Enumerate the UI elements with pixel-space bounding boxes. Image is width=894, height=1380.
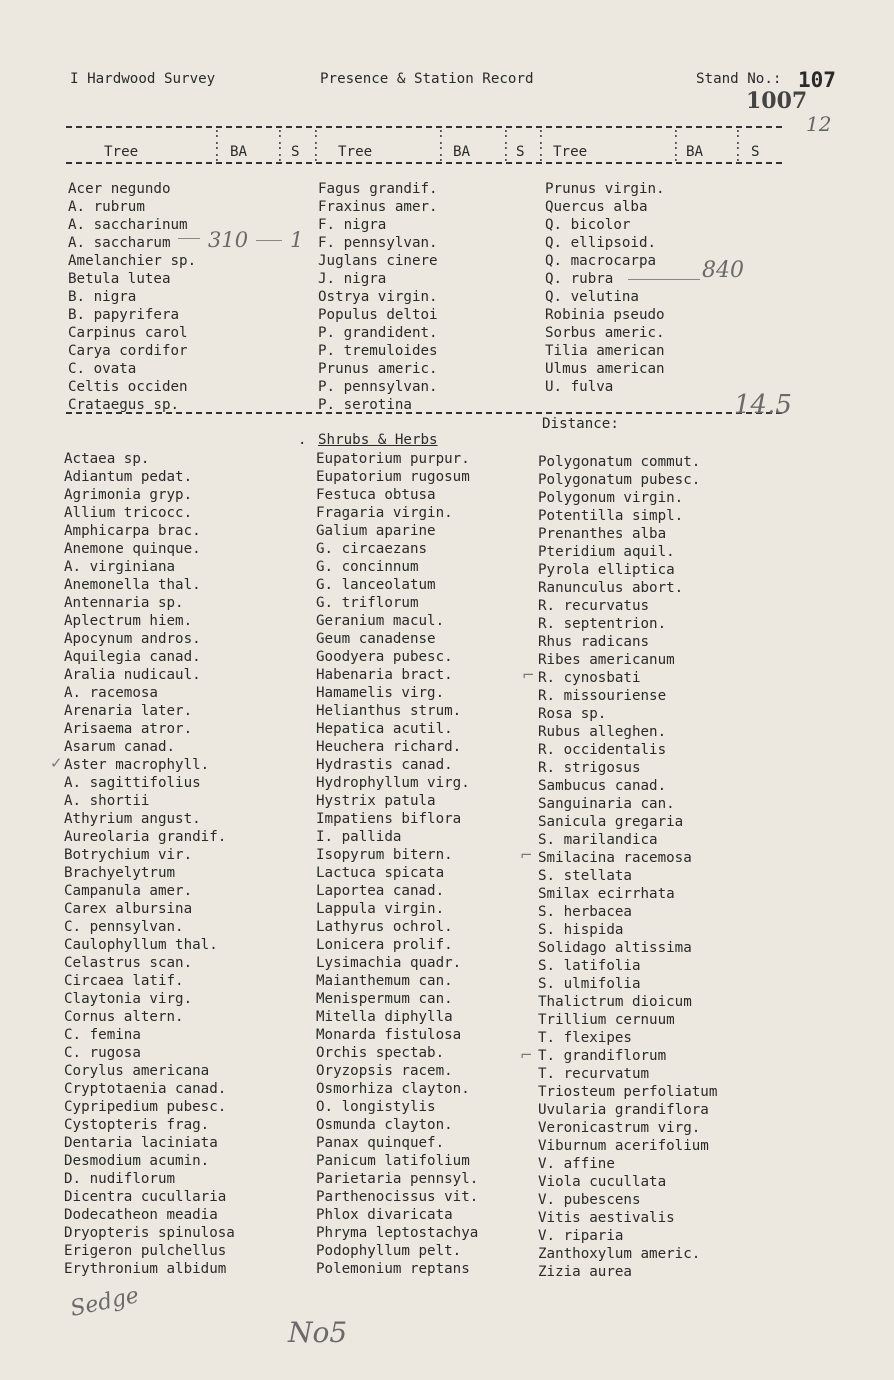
shrub-species-item: Potentilla simpl. (538, 508, 684, 524)
tree-species-item: A. saccharinum (68, 217, 188, 233)
tree-species-item: P. tremuloides (318, 343, 438, 359)
shrub-species-item: T. recurvatum (538, 1066, 650, 1082)
shrub-species-item: Lonicera prolif. (316, 937, 453, 953)
shrub-species-item: G. circaezans (316, 541, 428, 557)
shrub-species-item: S. marilandica (538, 832, 658, 848)
shrub-species-item: Helianthus strum. (316, 703, 462, 719)
tree-species-item: Ostrya virgin. (318, 289, 438, 305)
column-separator: : : : (537, 126, 545, 165)
shrub-species-item: C. pennsylvan. (64, 919, 184, 935)
shrub-species-item: Aquilegia canad. (64, 649, 201, 665)
shrub-species-item: Hystrix patula (316, 793, 436, 809)
shrub-species-item: A. shortii (64, 793, 150, 809)
shrub-species-item: Polygonatum commut. (538, 454, 701, 470)
shrub-species-item: Aster macrophyll. (64, 757, 210, 773)
shrub-species-item: Rosa sp. (538, 706, 607, 722)
handwritten-dash (178, 238, 200, 239)
shrub-species-item: Dryopteris spinulosa (64, 1225, 235, 1241)
stand-number-handwritten: 1007 (746, 88, 808, 114)
shrub-species-item: A. racemosa (64, 685, 158, 701)
shrub-species-item: Erigeron pulchellus (64, 1243, 227, 1259)
saccharum-s-handwritten: 1 (290, 228, 304, 252)
shrub-species-item: Laportea canad. (316, 883, 445, 899)
tree-species-item: Sorbus americ. (545, 325, 665, 341)
shrub-species-item: Caulophyllum thal. (64, 937, 218, 953)
shrub-species-item: Apocynum andros. (64, 631, 201, 647)
shrub-species-item: Hydrastis canad. (316, 757, 453, 773)
shrub-species-item: Botrychium vir. (64, 847, 193, 863)
handwritten-dash (628, 279, 700, 280)
shrub-species-item: R. missouriense (538, 688, 667, 704)
tree-species-item: A. saccharum (68, 235, 171, 251)
shrub-species-item: Hamamelis virg. (316, 685, 445, 701)
tree-species-item: P. grandident. (318, 325, 438, 341)
shrub-species-item: Actaea sp. (64, 451, 150, 467)
column-separator: : : : (734, 126, 742, 165)
shrub-species-item: Monarda fistulosa (316, 1027, 462, 1043)
tree-species-item: Ulmus american (545, 361, 665, 377)
shrub-species-item: Allium tricocc. (64, 505, 193, 521)
shrub-species-item: A. virginiana (64, 559, 176, 575)
shrub-species-item: Panax quinquef. (316, 1135, 445, 1151)
shrub-species-item: Pteridium aquil. (538, 544, 675, 560)
column-separator: : : : (213, 126, 221, 165)
column-separator: : : : (502, 126, 510, 165)
shrub-species-item: Brachyelytrum (64, 865, 176, 881)
shrub-species-item: Eupatorium rugosum (316, 469, 470, 485)
tree-species-item: Q. rubra (545, 271, 614, 287)
shrub-species-item: Amphicarpa brac. (64, 523, 201, 539)
shrub-species-item: S. hispida (538, 922, 624, 938)
shrub-species-item: G. triflorum (316, 595, 419, 611)
tree-species-item: B. papyrifera (68, 307, 180, 323)
shrub-species-item: Rubus alleghen. (538, 724, 667, 740)
shrub-species-item: Panicum latifolium (316, 1153, 470, 1169)
shrub-species-item: Hepatica acutil. (316, 721, 453, 737)
tree-species-item: Q. macrocarpa (545, 253, 657, 269)
shrub-species-item: Pyrola elliptica (538, 562, 675, 578)
tree-species-item: A. rubrum (68, 199, 145, 215)
shrubs-herbs-title: Shrubs & Herbs (318, 432, 438, 448)
shrub-list-col2 (316, 450, 478, 1278)
section-bullet: . (298, 432, 307, 448)
shrub-species-item: T. grandiflorum (538, 1048, 667, 1064)
shrub-species-item: Viola cucullata (538, 1174, 667, 1190)
shrub-species-item: Celastrus scan. (64, 955, 193, 971)
tree-species-item: Prunus americ. (318, 361, 438, 377)
shrub-species-item: V. pubescens (538, 1192, 641, 1208)
form-title: Presence & Station Record (320, 71, 534, 87)
col1-ba-header: BA (230, 144, 248, 160)
shrub-species-item: R. cynosbati (538, 670, 641, 686)
shrub-species-item: Galium aparine (316, 523, 436, 539)
shrub-species-item: Cystopteris frag. (64, 1117, 210, 1133)
shrub-species-item: Fragaria virgin. (316, 505, 453, 521)
shrub-species-item: Circaea latif. (64, 973, 184, 989)
shrub-species-item: Maianthemum can. (316, 973, 453, 989)
column-separator: : : : (312, 126, 320, 165)
tree-species-item: Q. velutina (545, 289, 639, 305)
tree-species-item: Fraxinus amer. (318, 199, 438, 215)
tree-species-item: Juglans cinere (318, 253, 438, 269)
shrub-list-col1 (64, 450, 235, 1278)
col2-ba-header: BA (453, 144, 471, 160)
tree-species-item: Fagus grandif. (318, 181, 438, 197)
shrub-species-item: Sanicula gregaria (538, 814, 684, 830)
tree-species-item: Quercus alba (545, 199, 648, 215)
shrub-species-item: Mitella diphylla (316, 1009, 453, 1025)
tree-species-item: Betula lutea (68, 271, 171, 287)
shrub-species-item: Agrimonia gryp. (64, 487, 193, 503)
stand-number: 107 (798, 68, 836, 92)
shrub-species-item: Dodecatheon meadia (64, 1207, 218, 1223)
shrub-species-item: Parietaria pennsyl. (316, 1171, 479, 1187)
shrub-species-item: D. nudiflorum (64, 1171, 176, 1187)
tree-species-item: Celtis occiden (68, 379, 188, 395)
shrub-species-item: Rhus radicans (538, 634, 650, 650)
tree-species-item: J. nigra (318, 271, 387, 287)
tree-species-item: P. serotina (318, 397, 412, 413)
tree-species-item: Carpinus carol (68, 325, 188, 341)
tree-species-item: Carya cordifor (68, 343, 188, 359)
shrub-species-item: Adiantum pedat. (64, 469, 193, 485)
tree-species-item: U. fulva (545, 379, 614, 395)
tree-species-item: Tilia american (545, 343, 665, 359)
shrub-species-item: Sanguinaria can. (538, 796, 675, 812)
shrub-species-item: Uvularia grandiflora (538, 1102, 709, 1118)
shrub-species-item: Oryzopsis racem. (316, 1063, 453, 1079)
tree-species-item: Q. ellipsoid. (545, 235, 657, 251)
shrub-species-item: G. concinnum (316, 559, 419, 575)
shrub-species-item: C. rugosa (64, 1045, 141, 1061)
tree-species-item: Populus deltoi (318, 307, 438, 323)
shrub-species-item: R. recurvatus (538, 598, 650, 614)
shrub-species-item: Smilacina racemosa (538, 850, 692, 866)
shrub-species-item: G. lanceolatum (316, 577, 436, 593)
shrub-species-item: Podophyllum pelt. (316, 1243, 462, 1259)
shrub-species-item: T. flexipes (538, 1030, 632, 1046)
shrub-species-item: Antennaria sp. (64, 595, 184, 611)
shrub-species-item: Veronicastrum virg. (538, 1120, 701, 1136)
shrub-species-item: Dentaria laciniata (64, 1135, 218, 1151)
shrub-species-item: Parthenocissus vit. (316, 1189, 479, 1205)
tree-species-item: Amelanchier sp. (68, 253, 197, 269)
shrub-species-item: Isopyrum bitern. (316, 847, 453, 863)
dashed-rule-trees-end (66, 412, 782, 414)
shrub-species-item: Triosteum perfoliatum (538, 1084, 718, 1100)
distance-label: Distance: (542, 416, 619, 432)
col1-s-header: S (291, 144, 300, 160)
shrub-species-item: Impatiens biflora (316, 811, 462, 827)
shrub-species-item: Anemone quinque. (64, 541, 201, 557)
shrub-species-item: Phlox divaricata (316, 1207, 453, 1223)
shrub-species-item: Desmodium acumin. (64, 1153, 210, 1169)
column-separator: : : : (437, 126, 445, 165)
shrub-species-item: Zizia aurea (538, 1264, 632, 1280)
shrub-species-item: Phryma leptostachya (316, 1225, 479, 1241)
shrub-species-item: V. riparia (538, 1228, 624, 1244)
shrub-species-item: Lactuca spicata (316, 865, 445, 881)
shrub-species-item: Thalictrum dioicum (538, 994, 692, 1010)
col3-tree-header: Tree (553, 144, 588, 160)
shrub-species-item: Osmorhiza clayton. (316, 1081, 470, 1097)
shrub-species-item: Anemonella thal. (64, 577, 201, 593)
shrub-species-item: C. femina (64, 1027, 141, 1043)
no5-handwritten: No5 (288, 1316, 348, 1349)
shrub-species-item: Ribes americanum (538, 652, 675, 668)
distance-handwritten: 14.5 (734, 390, 792, 420)
tree-species-item: P. pennsylvan. (318, 379, 438, 395)
shrub-species-item: R. strigosus (538, 760, 641, 776)
sedge-handwritten: Sedge (68, 1283, 142, 1322)
shrub-species-item: Aralia nudicaul. (64, 667, 201, 683)
shrub-species-item: A. sagittifolius (64, 775, 201, 791)
shrub-species-item: Heuchera richard. (316, 739, 462, 755)
shrub-species-item: S. latifolia (538, 958, 641, 974)
col2-s-header: S (516, 144, 525, 160)
shrub-species-item: Erythronium albidum (64, 1261, 227, 1277)
shrub-species-item: Habenaria bract. (316, 667, 453, 683)
tree-species-item: Acer negundo (68, 181, 171, 197)
shrub-species-item: Arenaria later. (64, 703, 193, 719)
tree-species-item: F. nigra (318, 217, 387, 233)
shrub-species-item: Trillium cernuum (538, 1012, 675, 1028)
shrub-species-item: Polemonium reptans (316, 1261, 470, 1277)
shrub-species-item: Solidago altissima (538, 940, 692, 956)
tree-species-item: Robinia pseudo (545, 307, 665, 323)
shrub-species-item: Arisaema atror. (64, 721, 193, 737)
shrub-species-item: Athyrium angust. (64, 811, 201, 827)
shrub-species-item: Aplectrum hiem. (64, 613, 193, 629)
shrub-species-item: V. affine (538, 1156, 615, 1172)
shrub-species-item: Vitis aestivalis (538, 1210, 675, 1226)
shrub-species-item: Dicentra cucullaria (64, 1189, 227, 1205)
shrub-species-item: Aureolaria grandif. (64, 829, 227, 845)
shrub-species-item: O. longistylis (316, 1099, 436, 1115)
checkmark-icon: ⌐ (520, 846, 533, 864)
rubra-ba-handwritten: 840 (702, 258, 744, 283)
saccharum-ba-handwritten: 310 (208, 228, 249, 252)
col2-tree-header: Tree (338, 144, 373, 160)
shrub-species-item: Lathyrus ochrol. (316, 919, 453, 935)
shrub-list-col3 (538, 453, 717, 1281)
shrub-species-item: Polygonum virgin. (538, 490, 684, 506)
shrub-species-item: Prenanthes alba (538, 526, 667, 542)
shrub-species-item: Polygonatum pubesc. (538, 472, 701, 488)
survey-title: I Hardwood Survey (70, 71, 216, 87)
checkmark-icon: ✓ (50, 754, 63, 772)
shrub-species-item: Eupatorium purpur. (316, 451, 470, 467)
shrub-species-item: Goodyera pubesc. (316, 649, 453, 665)
handwritten-dash (256, 240, 282, 241)
tree-species-item: F. pennsylvan. (318, 235, 438, 251)
tree-species-item: Crataegus sp. (68, 397, 180, 413)
shrub-species-item: Geranium macul. (316, 613, 445, 629)
shrub-species-item: Menispermum can. (316, 991, 453, 1007)
shrub-species-item: Asarum canad. (64, 739, 176, 755)
corner-handwritten-note: 12 (806, 112, 832, 136)
shrub-species-item: Campanula amer. (64, 883, 193, 899)
tree-species-item: Prunus virgin. (545, 181, 665, 197)
tree-species-item: B. nigra (68, 289, 137, 305)
shrub-species-item: Festuca obtusa (316, 487, 436, 503)
col1-tree-header: Tree (104, 144, 139, 160)
shrub-species-item: Smilax ecirrhata (538, 886, 675, 902)
shrub-species-item: Geum canadense (316, 631, 436, 647)
tree-list-col2 (318, 180, 438, 414)
shrub-species-item: Cryptotaenia canad. (64, 1081, 227, 1097)
shrub-species-item: Claytonia virg. (64, 991, 193, 1007)
shrub-species-item: S. stellata (538, 868, 632, 884)
shrub-species-item: Hydrophyllum virg. (316, 775, 470, 791)
shrub-species-item: Lysimachia quadr. (316, 955, 462, 971)
shrub-species-item: R. septentrion. (538, 616, 667, 632)
shrub-species-item: S. herbacea (538, 904, 632, 920)
shrub-species-item: S. ulmifolia (538, 976, 641, 992)
shrub-species-item: Orchis spectab. (316, 1045, 445, 1061)
shrub-species-item: Lappula virgin. (316, 901, 445, 917)
col3-s-header: S (751, 144, 760, 160)
tree-list-col3 (545, 180, 665, 396)
shrub-species-item: I. pallida (316, 829, 402, 845)
shrub-species-item: Corylus americana (64, 1063, 210, 1079)
tree-species-item: Q. bicolor (545, 217, 631, 233)
tree-list-col1 (68, 180, 196, 414)
shrub-species-item: Ranunculus abort. (538, 580, 684, 596)
shrub-species-item: Osmunda clayton. (316, 1117, 453, 1133)
checkmark-icon: ⌐ (522, 666, 535, 684)
column-separator: : : : (672, 126, 680, 165)
shrub-species-item: Cypripedium pubesc. (64, 1099, 227, 1115)
shrub-species-item: Cornus altern. (64, 1009, 184, 1025)
column-separator: : : : (276, 126, 284, 165)
shrub-species-item: Carex albursina (64, 901, 193, 917)
shrub-species-item: Viburnum acerifolium (538, 1138, 709, 1154)
col3-ba-header: BA (686, 144, 704, 160)
shrub-species-item: Zanthoxylum americ. (538, 1246, 701, 1262)
shrub-species-item: R. occidentalis (538, 742, 667, 758)
tree-species-item: C. ovata (68, 361, 137, 377)
stand-label: Stand No.: (696, 71, 782, 87)
checkmark-icon: ⌐ (520, 1046, 533, 1064)
shrub-species-item: Sambucus canad. (538, 778, 667, 794)
